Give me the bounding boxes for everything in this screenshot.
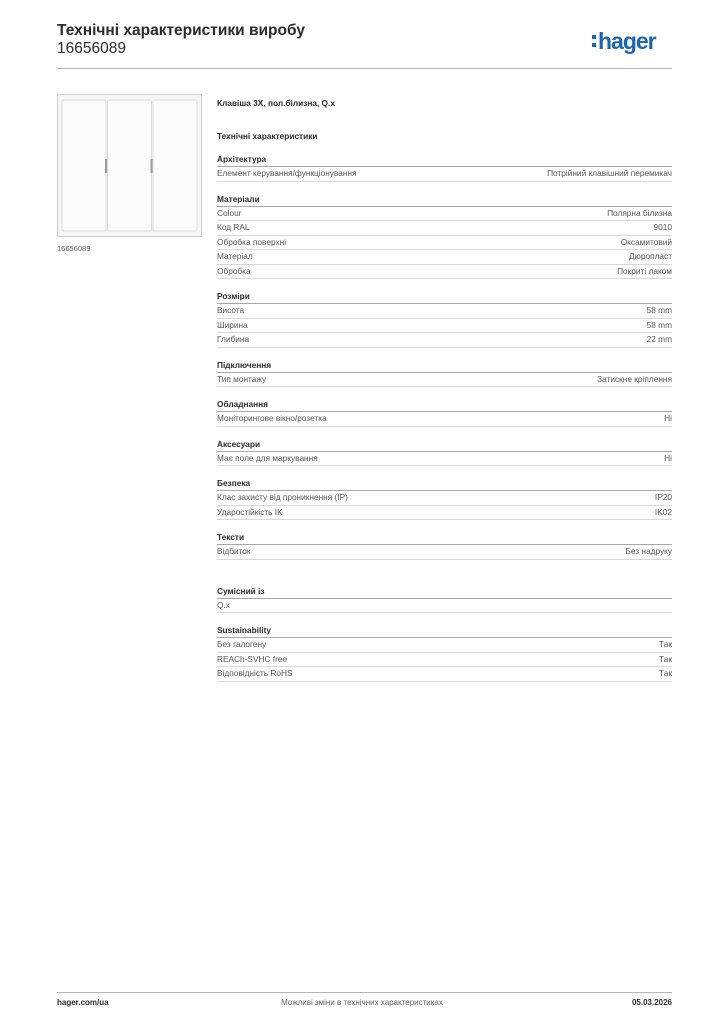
spec-value: IP20 bbox=[654, 492, 672, 502]
spec-label: Тип монтажу bbox=[217, 373, 267, 384]
spec-section bbox=[217, 585, 672, 614]
footer-divider bbox=[57, 992, 672, 993]
section-heading: Архітектура bbox=[217, 153, 672, 167]
image-caption: 16656089 bbox=[57, 244, 91, 253]
spec-value: Затискне кріплення bbox=[597, 373, 672, 384]
spec-label: Обробка bbox=[217, 265, 251, 276]
spec-label: Colour bbox=[217, 207, 242, 218]
spec-row bbox=[217, 207, 672, 222]
spec-value: Потрійний клавішний перемикач bbox=[547, 168, 672, 178]
spec-value: Так bbox=[659, 639, 672, 649]
spec-label: Матеріал bbox=[217, 251, 253, 261]
spec-row bbox=[217, 221, 672, 236]
spec-value: Полярна білизна bbox=[607, 207, 672, 218]
spec-value: Оксамитовий bbox=[620, 236, 672, 247]
spec-section bbox=[217, 153, 672, 182]
spec-value: Без надруку bbox=[625, 546, 672, 556]
spec-label: Обробка поверхні bbox=[217, 236, 287, 247]
spec-value: 9010 bbox=[653, 222, 672, 232]
spec-row bbox=[217, 236, 672, 251]
spec-row bbox=[217, 373, 672, 388]
spec-section bbox=[217, 290, 672, 348]
section-heading: Розміри bbox=[217, 290, 672, 304]
spec-section bbox=[217, 531, 672, 560]
logo-text: hager bbox=[598, 27, 656, 54]
spec-row bbox=[217, 653, 672, 668]
section-heading: Матеріали bbox=[217, 193, 672, 207]
spec-section bbox=[217, 193, 672, 280]
spec-label: Моніторингове вікно/розетка bbox=[217, 413, 327, 423]
hager-logo bbox=[592, 27, 656, 55]
footer-date: 05.03.2026 bbox=[631, 998, 672, 1007]
spec-row bbox=[217, 638, 672, 653]
spec-section bbox=[217, 477, 672, 520]
spec-row bbox=[217, 304, 672, 319]
spec-section bbox=[217, 398, 672, 427]
spec-row bbox=[217, 167, 672, 182]
spec-value: 58 mm bbox=[646, 319, 672, 330]
section-heading: Безпека bbox=[217, 477, 672, 491]
spec-main-heading: Технічні характеристики bbox=[217, 131, 318, 141]
spec-value: Так bbox=[659, 653, 672, 664]
footer-website: hager.com/ua bbox=[57, 998, 109, 1007]
spec-label: Без галогену bbox=[217, 639, 267, 649]
spec-row bbox=[217, 545, 672, 560]
spec-label: Висота bbox=[217, 305, 245, 315]
section-heading: Обладнання bbox=[217, 398, 672, 412]
spec-row bbox=[217, 452, 672, 467]
spec-label: Код RAL bbox=[217, 222, 250, 232]
header-divider bbox=[57, 68, 672, 69]
spec-label: Ширина bbox=[217, 319, 248, 330]
product-name: Клавіша 3X, пол.білизна, Q.x bbox=[217, 98, 335, 108]
spec-section bbox=[217, 624, 672, 682]
logo-dots-icon bbox=[592, 35, 596, 47]
spec-row bbox=[217, 599, 672, 614]
product-code: 16656089 bbox=[57, 40, 126, 57]
spec-sections bbox=[217, 153, 672, 682]
spec-row bbox=[217, 506, 672, 521]
spec-label: Q.x bbox=[217, 599, 230, 610]
spec-section bbox=[217, 359, 672, 388]
spec-value: 22 mm bbox=[646, 334, 672, 344]
section-heading: Sustainability bbox=[217, 624, 672, 638]
spec-label: Відповідність RoHS bbox=[217, 668, 293, 678]
spec-value: IK02 bbox=[654, 506, 672, 517]
product-image bbox=[57, 94, 202, 237]
spec-content bbox=[217, 96, 672, 693]
section-heading: Сумісний із bbox=[217, 585, 672, 599]
spec-row bbox=[217, 250, 672, 265]
spec-value: 58 mm bbox=[646, 305, 672, 315]
spec-row bbox=[217, 333, 672, 348]
section-heading: Тексти bbox=[217, 531, 672, 545]
spec-value: Покриті лаком bbox=[617, 265, 672, 276]
spec-label: Клас захисту від проникнення (IP) bbox=[217, 492, 348, 502]
spec-row bbox=[217, 491, 672, 506]
spec-label: Глибина bbox=[217, 334, 250, 344]
spec-label: Відбиток bbox=[217, 546, 251, 556]
spec-label: Має поле для маркування bbox=[217, 452, 318, 463]
section-heading: Підключення bbox=[217, 359, 672, 373]
spec-row bbox=[217, 319, 672, 334]
footer-disclaimer: Можливі зміни в технічних характеристиках bbox=[281, 998, 443, 1007]
spec-value: Дюропласт bbox=[629, 251, 672, 261]
spec-section bbox=[217, 438, 672, 467]
spec-value: Так bbox=[659, 668, 672, 678]
spec-row bbox=[217, 412, 672, 427]
spec-label: Елемент керування/функціонування bbox=[217, 168, 357, 178]
spec-value: Ні bbox=[664, 452, 672, 463]
page-title: Технічні характеристики виробу bbox=[57, 22, 305, 39]
spec-value: Ні bbox=[664, 413, 672, 423]
spec-label: Ударостійкість IK bbox=[217, 506, 283, 517]
spec-label: REACh-SVHC free bbox=[217, 653, 288, 664]
spec-row bbox=[217, 667, 672, 682]
spec-row bbox=[217, 265, 672, 280]
section-heading: Аксесуари bbox=[217, 438, 672, 452]
